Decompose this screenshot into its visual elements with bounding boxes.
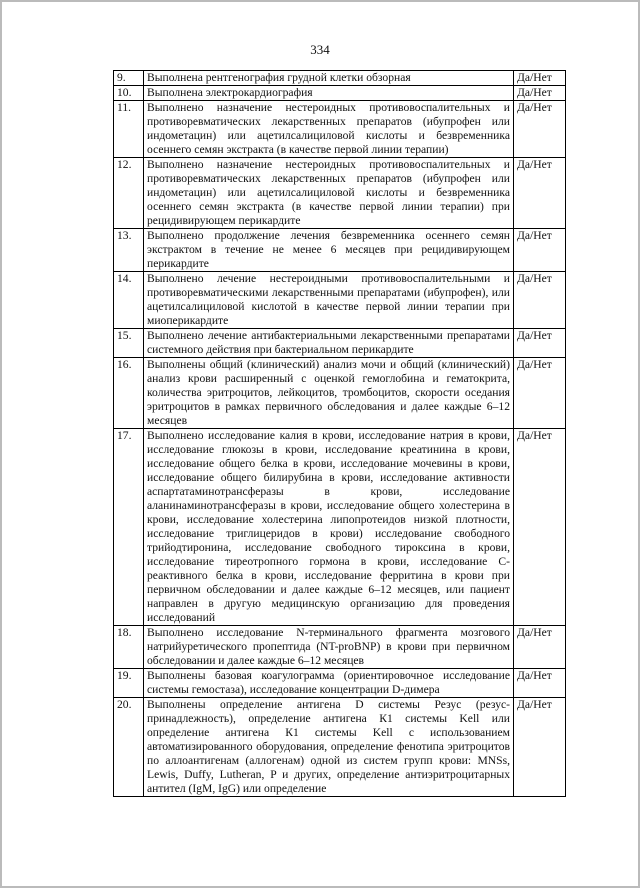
row-number: 20. (114, 698, 144, 797)
row-answer: Да/Нет (514, 358, 566, 429)
row-answer: Да/Нет (514, 229, 566, 272)
row-answer: Да/Нет (514, 101, 566, 158)
table-row (114, 229, 566, 272)
table-row (114, 71, 566, 86)
row-answer: Да/Нет (514, 86, 566, 101)
row-criterion: Выполнены общий (клинический) анализ мочи и общий (клинический) анализ крови расширенный с оценкой гемоглобина и гематокрита, количества эритроцитов, лейкоцитов, тромбоцитов, скорости оседания эритроцитов в рамках первичного обследования и далее каждые 6–12 месяцев (144, 358, 514, 429)
row-criterion: Выполнено лечение антибактериальными лекарственными препаратами системного действия при бактериальном перикардите (144, 329, 514, 358)
table-row (114, 626, 566, 669)
table-row (114, 101, 566, 158)
row-criterion: Выполнены определение антигена D системы Резус (резус-принадлежность), определение антигена К1 системы Kell или определение антигена К1 системы Kell с использованием автоматизированного оборудования, определение фенотипа эритроцитов по аллоантигенам (аллогенам) одной из систем групп крови: MNSs, Lewis, Duffy, Lutheran, P и других, определение антиэритроцитарных антител (IgM, IgG) или определение (144, 698, 514, 797)
row-answer: Да/Нет (514, 158, 566, 229)
row-answer: Да/Нет (514, 429, 566, 626)
row-criterion: Выполнено исследование калия в крови, исследование натрия в крови, исследование глюкозы в крови, исследование креатинина в крови, исследование общего белка в крови, исследование мочевины в крови, исследование общего билирубина в крови, исследование активности аспартатаминотрансферазы в крови, исследование аланинаминотрансферазы в крови, исследование общего холестерина в крови, исследование холестерина липопротеидов низкой плотности, исследование триглицеридов в крови) исследование свободного трийодтиронина, исследование свободного тироксина в крови, исследование тиреотропного гормона в крови, исследование С-реактивного белка в крови, исследование ферритина в крови при первичном обследовании и далее каждые 6–12 месяцев, или пациент направлен в другую медицинскую организацию для проведения исследований (144, 429, 514, 626)
table-row (114, 329, 566, 358)
row-criterion: Выполнено исследование N-терминального фрагмента мозгового натрийуретического пропептида (NT-proBNP) в крови при первичном обследовании и далее каждые 6–12 месяцев (144, 626, 514, 669)
table-row (114, 86, 566, 101)
row-number: 10. (114, 86, 144, 101)
row-number: 16. (114, 358, 144, 429)
row-answer: Да/Нет (514, 329, 566, 358)
row-number: 18. (114, 626, 144, 669)
row-criterion: Выполнена рентгенография грудной клетки обзорная (144, 71, 514, 86)
row-criterion: Выполнена электрокардиография (144, 86, 514, 101)
row-answer: Да/Нет (514, 626, 566, 669)
table-row (114, 698, 566, 797)
row-number: 11. (114, 101, 144, 158)
row-number: 15. (114, 329, 144, 358)
table-row (114, 429, 566, 626)
row-answer: Да/Нет (514, 272, 566, 329)
table-row (114, 272, 566, 329)
row-criterion: Выполнены базовая коагулограмма (ориентировочное исследование системы гемостаза), исследование концентрации D-димера (144, 669, 514, 698)
row-answer: Да/Нет (514, 71, 566, 86)
row-number: 17. (114, 429, 144, 626)
row-answer: Да/Нет (514, 698, 566, 797)
criteria-table (113, 70, 566, 797)
row-number: 13. (114, 229, 144, 272)
page-number: 334 (310, 42, 330, 57)
row-criterion: Выполнено продолжение лечения безвременника осеннего семян экстрактом в течение не менее 6 месяцев при рецидивирующем перикардите (144, 229, 514, 272)
table-row (114, 669, 566, 698)
row-criterion: Выполнено назначение нестероидных противовоспалительных и противоревматических лекарственных препаратов (ибупрофен или индометацин) или ацетилсалициловой кислоты и безвременника осеннего семян экстракта (в качестве первой линии терапии) при рецидивирующем перикардите (144, 158, 514, 229)
table-row (114, 358, 566, 429)
row-number: 14. (114, 272, 144, 329)
row-criterion: Выполнено лечение нестероидными противовоспалительными и противоревматическими лекарственными препаратами (ибупрофен), или ацетилсалициловой кислотой в качестве первой линии терапии при миоперикардите (144, 272, 514, 329)
row-number: 19. (114, 669, 144, 698)
row-answer: Да/Нет (514, 669, 566, 698)
table-row (114, 158, 566, 229)
row-criterion: Выполнено назначение нестероидных противовоспалительных и противоревматических лекарственных препаратов (ибупрофен или индометацин) или ацетилсалициловой кислоты и безвременника осеннего семян экстракта (в качестве первой линии терапии) (144, 101, 514, 158)
row-number: 12. (114, 158, 144, 229)
row-number: 9. (114, 71, 144, 86)
